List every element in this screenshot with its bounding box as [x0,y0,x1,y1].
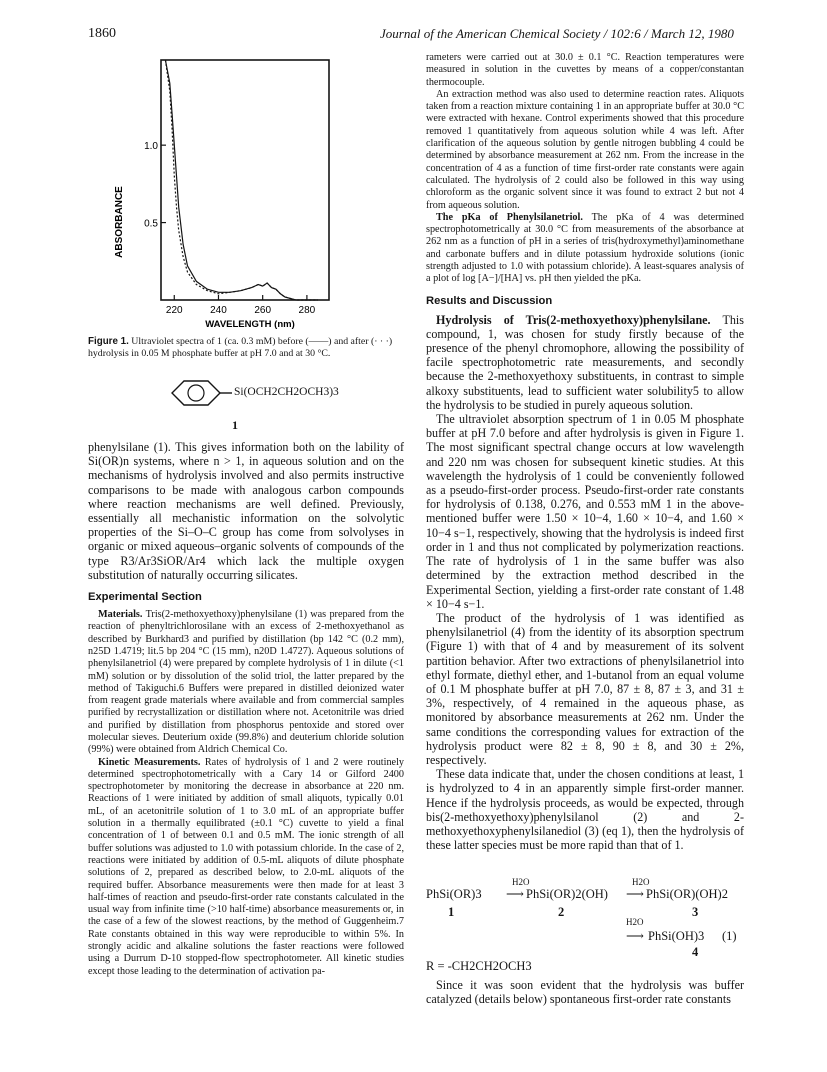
eq-label-1: 1 [448,905,455,919]
data-paragraph: These data indicate that, under the chosen conditions at least, 1 is hydrolyzed to 4 in an apparently simple first-order manner. Hence if the hydrolysis proceeds, as would be expected, through bis(2-methoxyethoxy)phenylsilanol (2) and 2-methoxyethoxyphenylsilanediol (3) (eq 1), then the hydrolysis of these latter species must be more rapid than that of 1. [426,767,744,853]
eq-water-3: H2O [626,917,644,927]
page-number: 1860 [88,26,116,41]
eq-species-1: PhSi(OR)3 [426,887,482,901]
eq-arrow-3: ⟶ [626,929,644,943]
caption-text: Ultraviolet spectra of 1 (ca. 0.3 mM) before (——) and after (· · ·) hydrolysis in 0.05 M phosphate buffer at pH 7.0 and at 30 °C. [88,336,393,359]
intro-paragraph: phenylsilane (1). This gives information both on the lability of Si(OR)n systems, where n > 1, in aqueous solution and on the mechanisms of hydrolysis involved and also permits instructive comparisons to be made with analogous carbon compounds where reaction mechanisms are well defined. Previously, essentially all mechanistic information on the solvolytic properties of the Si–O–C group has come from solvolyses in organic or mixed aqueous–organic solvents of compounds of the type R3/Ar3SiOR/Ar4 which lack the multiple oxygen substitution of naturally occurring silicates. [88,440,404,582]
eq-r-definition: R = -CH2CH2OCH3 [426,959,532,973]
eq-species-2: PhSi(OR)2(OH) [526,887,608,901]
last-paragraph: Since it was soon evident that the hydrolysis was buffer catalyzed (details below) spontaneous first-order rate constants [426,978,744,1007]
x-axis-label: WAVELENGTH (nm) [205,319,295,330]
series-before-hydrolysis [165,60,318,300]
x-tick-label: 240 [210,305,227,316]
right-column [426,52,744,852]
eq-number: (1) [722,929,737,943]
right-column-tail [426,978,744,1006]
eq-species-3: PhSi(OR)(OH)2 [646,887,728,901]
hydrolysis-paragraph: Hydrolysis of Tris(2-methoxyethoxy)phenylsilane. This compound, 1, was chosen for study firstly because of the presence of the phenyl chromophore, allowing the possibility of facile spectrophotometric rate measurements, and secondly because the 2-methoxyethoxy substituents, in contrast to simple alkoxy substituents, lead to sufficient water solubility5 to allow the hydrolysis to be studied in purely aqueous solution. [426,312,744,412]
eq-water-2: H2O [632,877,650,887]
figure-caption [88,336,404,360]
temp-paragraph: rameters were carried out at 30.0 ± 0.1 °C. Reaction temperatures were measured in solution in the cuvettes by means of a copper/constantan thermocouple. [426,52,744,88]
plot-frame [161,60,329,300]
eq-water-1: H2O [512,877,530,887]
compound-1-formula: Si(OCH2CH2OCH3)3 [234,386,339,398]
pka-paragraph: The pKa of Phenylsilanetriol. The pKa of 4 was determined spectrophotometrically at 30.0 °C from measurements of the absorbance at 262 nm as a function of pH in a series of tris(hydroxymethyl)aminomethane and carbonate buffers and in dilute potassium hydroxide solutions (ionic strength adjusted to 1.0 with potassium chloride). A least-squares analysis of a plot of log [A−]/[HA] vs. pH then yielded the pKa. [426,211,744,285]
y-tick-label: 1.0 [144,141,158,153]
series-after-hydrolysis [165,60,318,300]
kinetic-paragraph: Kinetic Measurements. Rates of hydrolysis of 1 and 2 were routinely determined spectrophotometrically with a Cary 14 or Gilford 2400 spectrophotometer by monitoring the decrease in absorbance at 220 nm. Reactions of 1 were initiated by addition of small aliquots, typically 0.01 mL, of an acetonitrile solution of 1 to 3.0 mL of an appropriate buffer solution in a thermally equilibrated (±0.1 °C) cuvette to yield a final concentration of 1 of between 0.1 and 0.5 mM. The ionic strength of all buffer solutions was adjusted to 1.0 with potassium chloride. In the case of 2, reactions were initiated by addition of 0.5-mL aliquots of dilute phosphate solutions of 2, prepared as described below, to 2.0-mL aliquots of the required buffer. Absorbance measurements were then made for at least 3 half-times of reaction and pseudo-first-order rate constants calculated in the usual way from infinite time (>10 half-time) absorbance measurements or, in the case of a few of the slowest reactions, by the method of Guggenheim.7 Rate constants obtained in this way were reproducible to within 5%. In strongly acidic and alkaline solutions the faster reactions were followed using a Durrum D-10 stopped-flow spectrophotometer. All kinetic studies except those leading to the determination of activation pa- [88,756,404,977]
materials-paragraph: Materials. Tris(2-methoxyethoxy)phenylsilane (1) was prepared from the reaction of phenyltrichlorosilane with an excess of 2-methoxyethanol as described by Burkhard3 and purified by distillation (bp 142 °C (0.2 mm), n25D 1.4719; lit.5 bp 204 °C (15 mm), n20D 1.4727). Aqueous solutions of phenylsilanetriol (4) were prepared by complete hydrolysis of 1 in dilute (<1 mM) solution or by dissolution of the solid triol, the latter prepared by the method of Takiguchi.6 Buffers were prepared in distilled deionized water from reagent grade materials where available and from commercial samples purified by recrystallization or distillation where not. Acetonitrile was dried and purified by distillation from phosphorus pentoxide and stored over molecular sieves. Deuterium oxide (99.8%) and deuterium chloride solution (99%) were obtained from Aldrich Chemical Co. [88,609,404,756]
eq-label-2: 2 [558,905,565,919]
extraction-paragraph: An extraction method was also used to determine reaction rates. Aliquots taken from a reaction mixture containing 1 in an appropriate buffer at 30.0 °C were extracted with hexane. Control experiments showed that this procedure removed 1 quantitatively from aqueous solution while 4 was left. After clarification of the aqueous solution by gentle nitrogen bubbling 4 could be determined by absorbance measurement at 262 nm. From the increase in the concentration of 4 as a function of time first-order rate constants were again calculated. The hydrolysis of 2 could also be followed in this way using chloroform as the organic solvent since it was found to extract 2 but not 4 from aqueous solution. [426,88,744,211]
y-tick-label: 0.5 [144,218,158,230]
journal-header: Journal of the American Chemical Society / 102:6 / March 12, 1980 [380,26,734,41]
eq-arrow-1: ⟶ [506,887,524,901]
left-column [88,440,404,978]
eq-label-4: 4 [692,945,699,959]
experimental-heading: Experimental Section [88,591,202,604]
eq-label-3: 3 [692,905,699,919]
eq-arrow-2: ⟶ [626,887,644,901]
compound-1-label: 1 [232,418,238,432]
caption-label: Figure 1. [88,336,129,347]
x-tick-label: 220 [165,305,183,316]
results-heading: Results and Discussion [426,294,553,307]
compound-1-structure [160,371,400,431]
uv-paragraph: The ultraviolet absorption spectrum of 1 in 0.05 M phosphate buffer at pH 7.0 before and after hydrolysis is given in Figure 1. The most significant spectral change occurs at low wavelength and 220 nm was chosen for subsequent kinetic studies. At this wavelength the hydrolysis of 1 could be conveniently followed as a pseudo-first-order process. Pseudo-first-order rate constants for hydrolysis of 0.138, 0.276, and 0.553 mM 1 in the above-mentioned buffer were 1.50 × 10−4, 1.60 × 10−4, and 1.60 × 10−4 s−1, respectively, showing that the hydrolysis is indeed first order in 1 and thus not complicated by polymerization reactions. The rate of hydrolysis of 1 in the same buffer was also determined by the extraction method described in the Experimental Section, yielding a first-order rate constant of 1.48 × 10−4 s−1. [426,412,744,611]
eq-species-4: PhSi(OH)3 [648,929,705,943]
product-paragraph: The product of the hydrolysis of 1 was identified as phenylsilanetriol (4) from the identity of its absorption spectrum (Figure 1) with that of 4 and by measurement of its solvent partition behavior. After two extractions of phenylsilanetriol into ethyl formate, diethyl ether, and 1-butanol from an equal volume of 0.1 M phosphate buffer at pH 7.0, 87 ± 8, 87 ± 3, and 31 ± 3%, respectively, of 4 remained in the aqueous phase, as monitored by absorbance measurements at 262 nm. Under the same conditions the corresponding values for extraction of the hydrolysis product were 82 ± 8, 90 ± 8, and 30 ± 2%, respectively. [426,610,744,767]
x-tick-label: 280 [298,305,316,316]
y-axis-label: ABSORBANCE [114,186,125,258]
x-tick-label: 260 [254,305,272,316]
